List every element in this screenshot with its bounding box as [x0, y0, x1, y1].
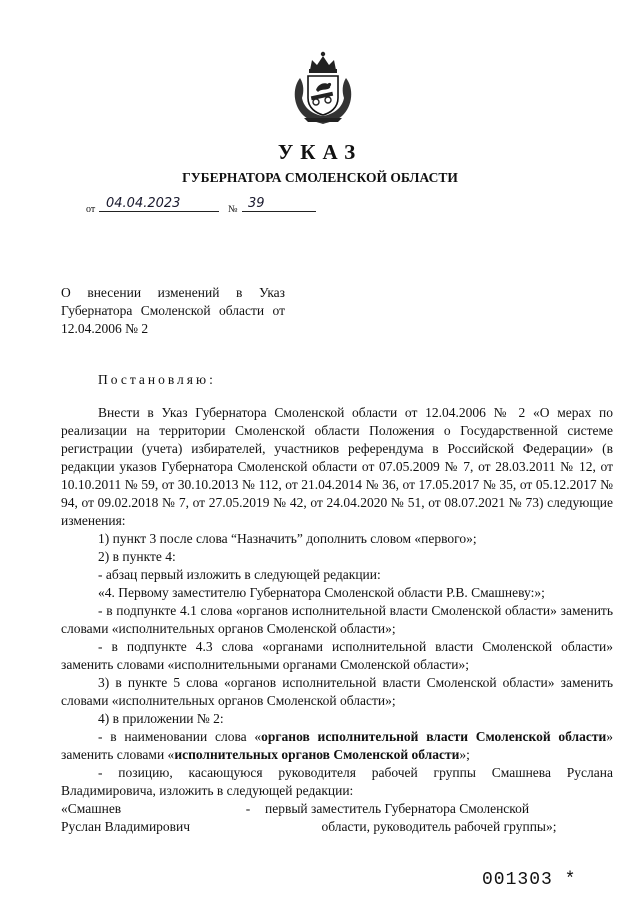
- smolensk-coat-of-arms-icon: [290, 48, 356, 126]
- document-body: [61, 404, 613, 836]
- item-4a-pre: - в наименовании слова «: [98, 729, 262, 744]
- body-item-4a: [61, 728, 613, 764]
- body-item-2b: «4. Первому заместителю Губернатора Смоленской области Р.В. Смашневу:»;: [98, 585, 545, 600]
- position-row-2: [61, 818, 613, 836]
- date-prefix: от: [86, 204, 96, 215]
- document-topic: О внесении изменений в Указ Губернатора Смоленской области от 12.04.2006 № 2: [61, 285, 285, 336]
- date-underline: [99, 211, 219, 212]
- body-item-4: 4) в приложении № 2:: [98, 711, 224, 726]
- position-title-line-2: области, руководитель рабочей группы»;: [321, 819, 557, 834]
- number-prefix: №: [228, 204, 238, 215]
- item-4a-post: »;: [459, 747, 470, 762]
- position-dash: -: [245, 801, 251, 816]
- body-item-3: 3) в пункте 5 слова «органов исполнительной власти Смоленской области» заменить словами «исполнительных органов Смоленской области»;: [61, 675, 613, 708]
- body-item-2c: - в подпункте 4.1 слова «органов исполнительной власти Смоленской области» заменить словами «исполнительных органов Смоленской области»;: [61, 603, 613, 636]
- document-subtitle: ГУБЕРНАТОРА СМОЛЕНСКОЙ ОБЛАСТИ: [182, 170, 458, 185]
- number-underline: [242, 211, 316, 212]
- body-item-4b: - позицию, касающуюся руководителя рабочей группы Смашнева Руслана Владимировича, изложить в следующей редакции:: [61, 765, 613, 798]
- position-name-line-1: «Смашнев: [61, 801, 122, 816]
- document-title: УКАЗ: [277, 140, 363, 164]
- item-4a-bold-old: органов исполнительной власти Смоленской области: [261, 729, 607, 744]
- serial-number: 001303 *: [482, 870, 577, 890]
- body-item-1: 1) пункт 3 после слова “Назначить” дополнить словом «первого»;: [98, 531, 477, 546]
- position-name-line-2: Руслан Владимирович: [61, 819, 191, 834]
- body-item-2d: - в подпункте 4.3 слова «органами исполнительной власти Смоленской области» заменить словами «исполнительными органами Смоленской области»;: [61, 639, 613, 672]
- decree-word: Постановляю:: [98, 372, 216, 387]
- number-value: 39: [248, 196, 265, 211]
- position-row-1: [61, 800, 613, 818]
- body-item-2: 2) в пункте 4:: [98, 549, 176, 564]
- item-4a-mid: » заменить словами «: [61, 729, 613, 762]
- date-value: 04.04.2023: [106, 196, 181, 211]
- position-title-line-1: первый заместитель Губернатора Смоленской: [265, 801, 530, 816]
- item-4a-bold-new: исполнительных органов Смоленской области: [174, 747, 460, 762]
- body-item-2a: - абзац первый изложить в следующей редакции:: [98, 567, 381, 582]
- body-intro: Внести в Указ Губернатора Смоленской области от 12.04.2006 № 2 «О мерах по реализации на территории Смоленской области Положения о Государственной системе регистрации (учета) избирателей, участников референдума в Российской Федерации» (в редакции указов Губернатора Смоленской области от 07.05.2009 № 7, от 28.03.2011 № 12, от 10.10.2011 № 59, от 30.10.2013 № 112, от 21.04.2014 № 36, от 17.05.2017 № 35, от 05.12.2017 № 94, от 09.02.2018 № 7, от 27.05.2019 № 42, от 24.04.2020 № 51, от 08.07.2021 № 73) следующие изменения:: [61, 405, 613, 528]
